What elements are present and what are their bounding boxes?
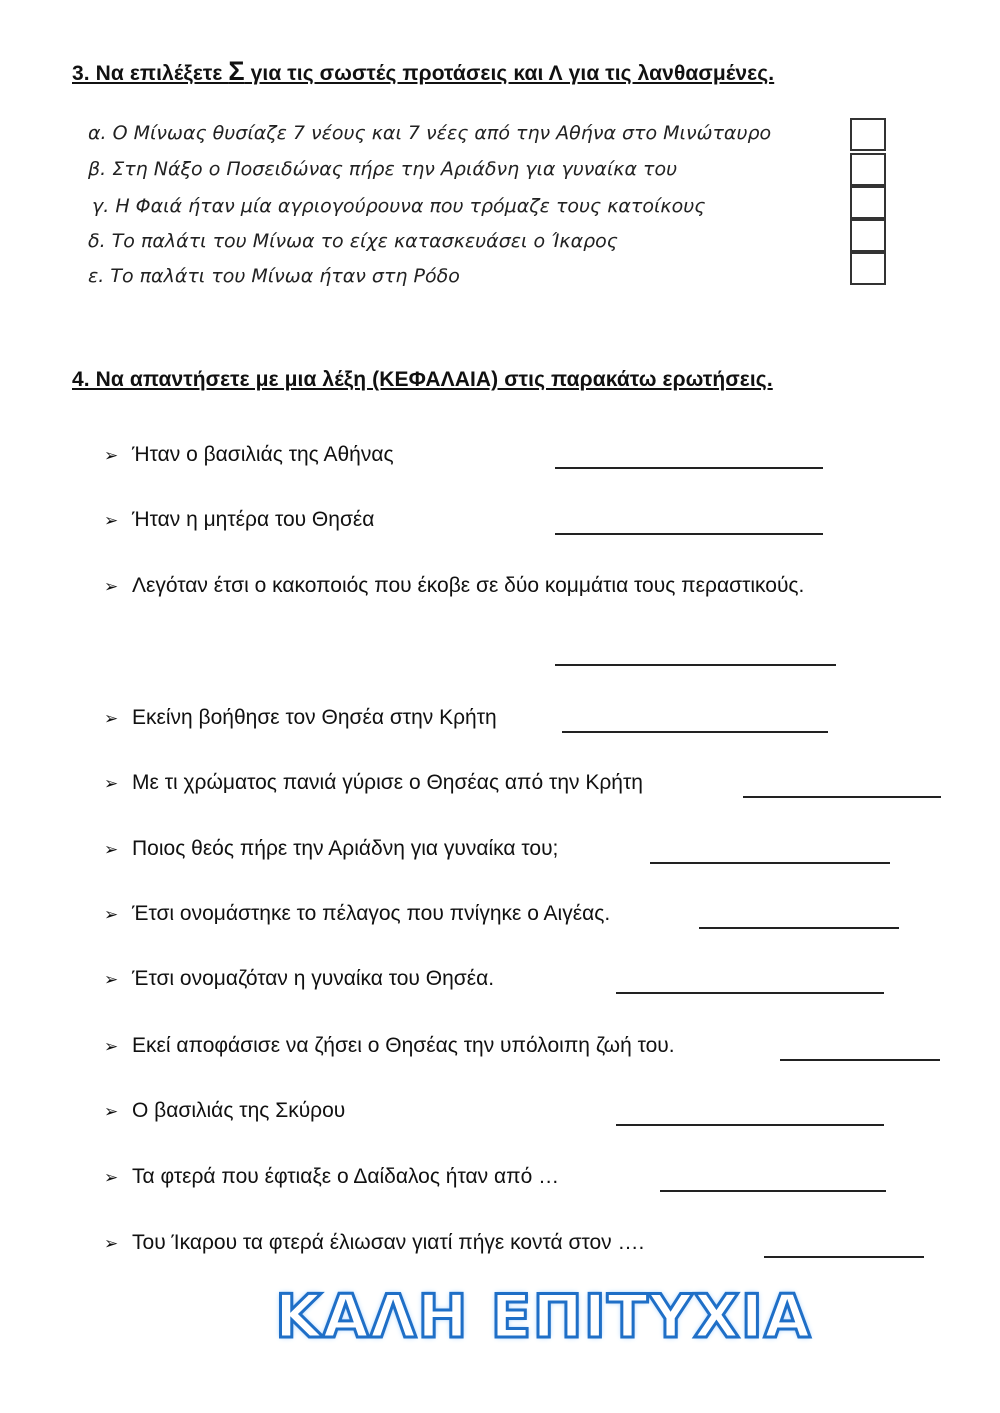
answer-blank-8[interactable] — [616, 992, 884, 994]
arrow-bullet-icon: ➢ — [104, 1102, 119, 1121]
statement-b: β. Στη Νάξο ο Ποσειδώνας πήρε την Αριάδνη για γυναίκα του — [88, 158, 678, 180]
question-text: Έτσι ονομάστηκε το πέλαγος που πνίγηκε ο Αιγέας. — [132, 902, 611, 925]
question-1 — [104, 443, 394, 467]
section-3-heading — [72, 56, 774, 87]
answer-blank-2[interactable] — [555, 533, 823, 535]
question-11 — [104, 1165, 559, 1189]
arrow-bullet-icon: ➢ — [104, 905, 119, 924]
answer-blank-6[interactable] — [650, 862, 890, 864]
arrow-bullet-icon: ➢ — [104, 1234, 119, 1253]
statement-a: α. Ο Μίνωας θυσίαζε 7 νέους και 7 νέες από την Αθήνα στο Μινώταυρο — [88, 122, 772, 144]
question-text: Του Ίκαρου τα φτερά έλιωσαν γιατί πήγε κοντά στον …. — [132, 1231, 645, 1254]
answer-blank-10[interactable] — [616, 1124, 884, 1126]
good-luck-text: ΚΑΛΗ ΕΠΙΤΥΧΙΑ — [275, 1282, 812, 1352]
arrow-bullet-icon: ➢ — [104, 709, 119, 728]
question-text: Εκείνη βοήθησε τον Θησέα στην Κρήτη — [132, 706, 497, 729]
answer-blank-12[interactable] — [764, 1256, 924, 1258]
question-text: Τα φτερά που έφτιαξε ο Δαίδαλος ήταν από … — [132, 1165, 560, 1188]
sigma-symbol: Σ — [228, 56, 245, 86]
answer-blank-3[interactable] — [555, 664, 836, 666]
question-6 — [104, 837, 558, 861]
answer-box-c[interactable] — [850, 186, 886, 219]
question-4 — [104, 706, 497, 730]
question-5 — [104, 771, 643, 795]
question-text: Με τι χρώματος πανιά γύρισε ο Θησέας από την Κρήτη — [132, 771, 643, 794]
answer-blank-11[interactable] — [660, 1190, 886, 1192]
question-12 — [104, 1231, 644, 1255]
question-3 — [104, 574, 804, 598]
answer-blank-1[interactable] — [555, 467, 823, 469]
question-9 — [104, 1034, 675, 1058]
arrow-bullet-icon: ➢ — [104, 511, 119, 530]
arrow-bullet-icon: ➢ — [104, 1168, 119, 1187]
question-text: Ποιος θεός πήρε την Αριάδνη για γυναίκα του; — [132, 837, 559, 860]
question-text: Ο βασιλιάς της Σκύρου — [132, 1099, 346, 1122]
good-luck-banner — [275, 1282, 812, 1373]
true-false-exercise — [88, 118, 908, 293]
answer-box-d[interactable] — [850, 219, 886, 252]
answer-blank-9[interactable] — [780, 1059, 940, 1061]
arrow-bullet-icon: ➢ — [104, 577, 119, 596]
answer-box-e[interactable] — [850, 252, 886, 285]
statement-d: δ. Το παλάτι του Μίνωα το είχε κατασκευάσει ο Ίκαρος — [88, 230, 618, 252]
answer-blank-5[interactable] — [743, 796, 941, 798]
section-3-heading-prefix: 3. Να επιλέξετε — [72, 62, 229, 85]
answer-blank-7[interactable] — [699, 927, 899, 929]
question-text: Έτσι ονομαζόταν η γυναίκα του Θησέα. — [132, 967, 495, 990]
section-3-heading-suffix: για τις σωστές προτάσεις και Λ για τις λανθασμένες. — [244, 62, 775, 85]
question-text: Εκεί αποφάσισε να ζήσει ο Θησέας την υπόλοιπη ζωή του. — [132, 1034, 675, 1057]
arrow-bullet-icon: ➢ — [104, 446, 119, 465]
answer-box-b[interactable] — [850, 153, 886, 186]
question-text: Ήταν ο βασιλιάς της Αθήνας — [132, 443, 394, 466]
answer-box-a[interactable] — [850, 118, 886, 151]
statement-c: γ. Η Φαιά ήταν μία αγριογούρουνα που τρόμαζε τους κατοίκους — [92, 195, 706, 217]
question-text: Ήταν η μητέρα του Θησέα — [132, 508, 375, 531]
arrow-bullet-icon: ➢ — [104, 1037, 119, 1056]
arrow-bullet-icon: ➢ — [104, 774, 119, 793]
question-text: Λεγόταν έτσι ο κακοποιός που έκοβε σε δύο κομμάτια τους περαστικούς. — [132, 574, 805, 597]
question-7 — [104, 902, 610, 926]
question-8 — [104, 967, 494, 991]
question-2 — [104, 508, 374, 532]
question-10 — [104, 1099, 345, 1123]
arrow-bullet-icon: ➢ — [104, 970, 119, 989]
statement-e: ε. Το παλάτι του Μίνωα ήταν στη Ρόδο — [88, 265, 460, 287]
arrow-bullet-icon: ➢ — [104, 840, 119, 859]
answer-blank-4[interactable] — [562, 731, 828, 733]
section-4-heading: 4. Να απαντήσετε με μια λέξη (ΚΕΦΑΛΑΙΑ) στις παρακάτω ερωτήσεις. — [72, 368, 773, 391]
